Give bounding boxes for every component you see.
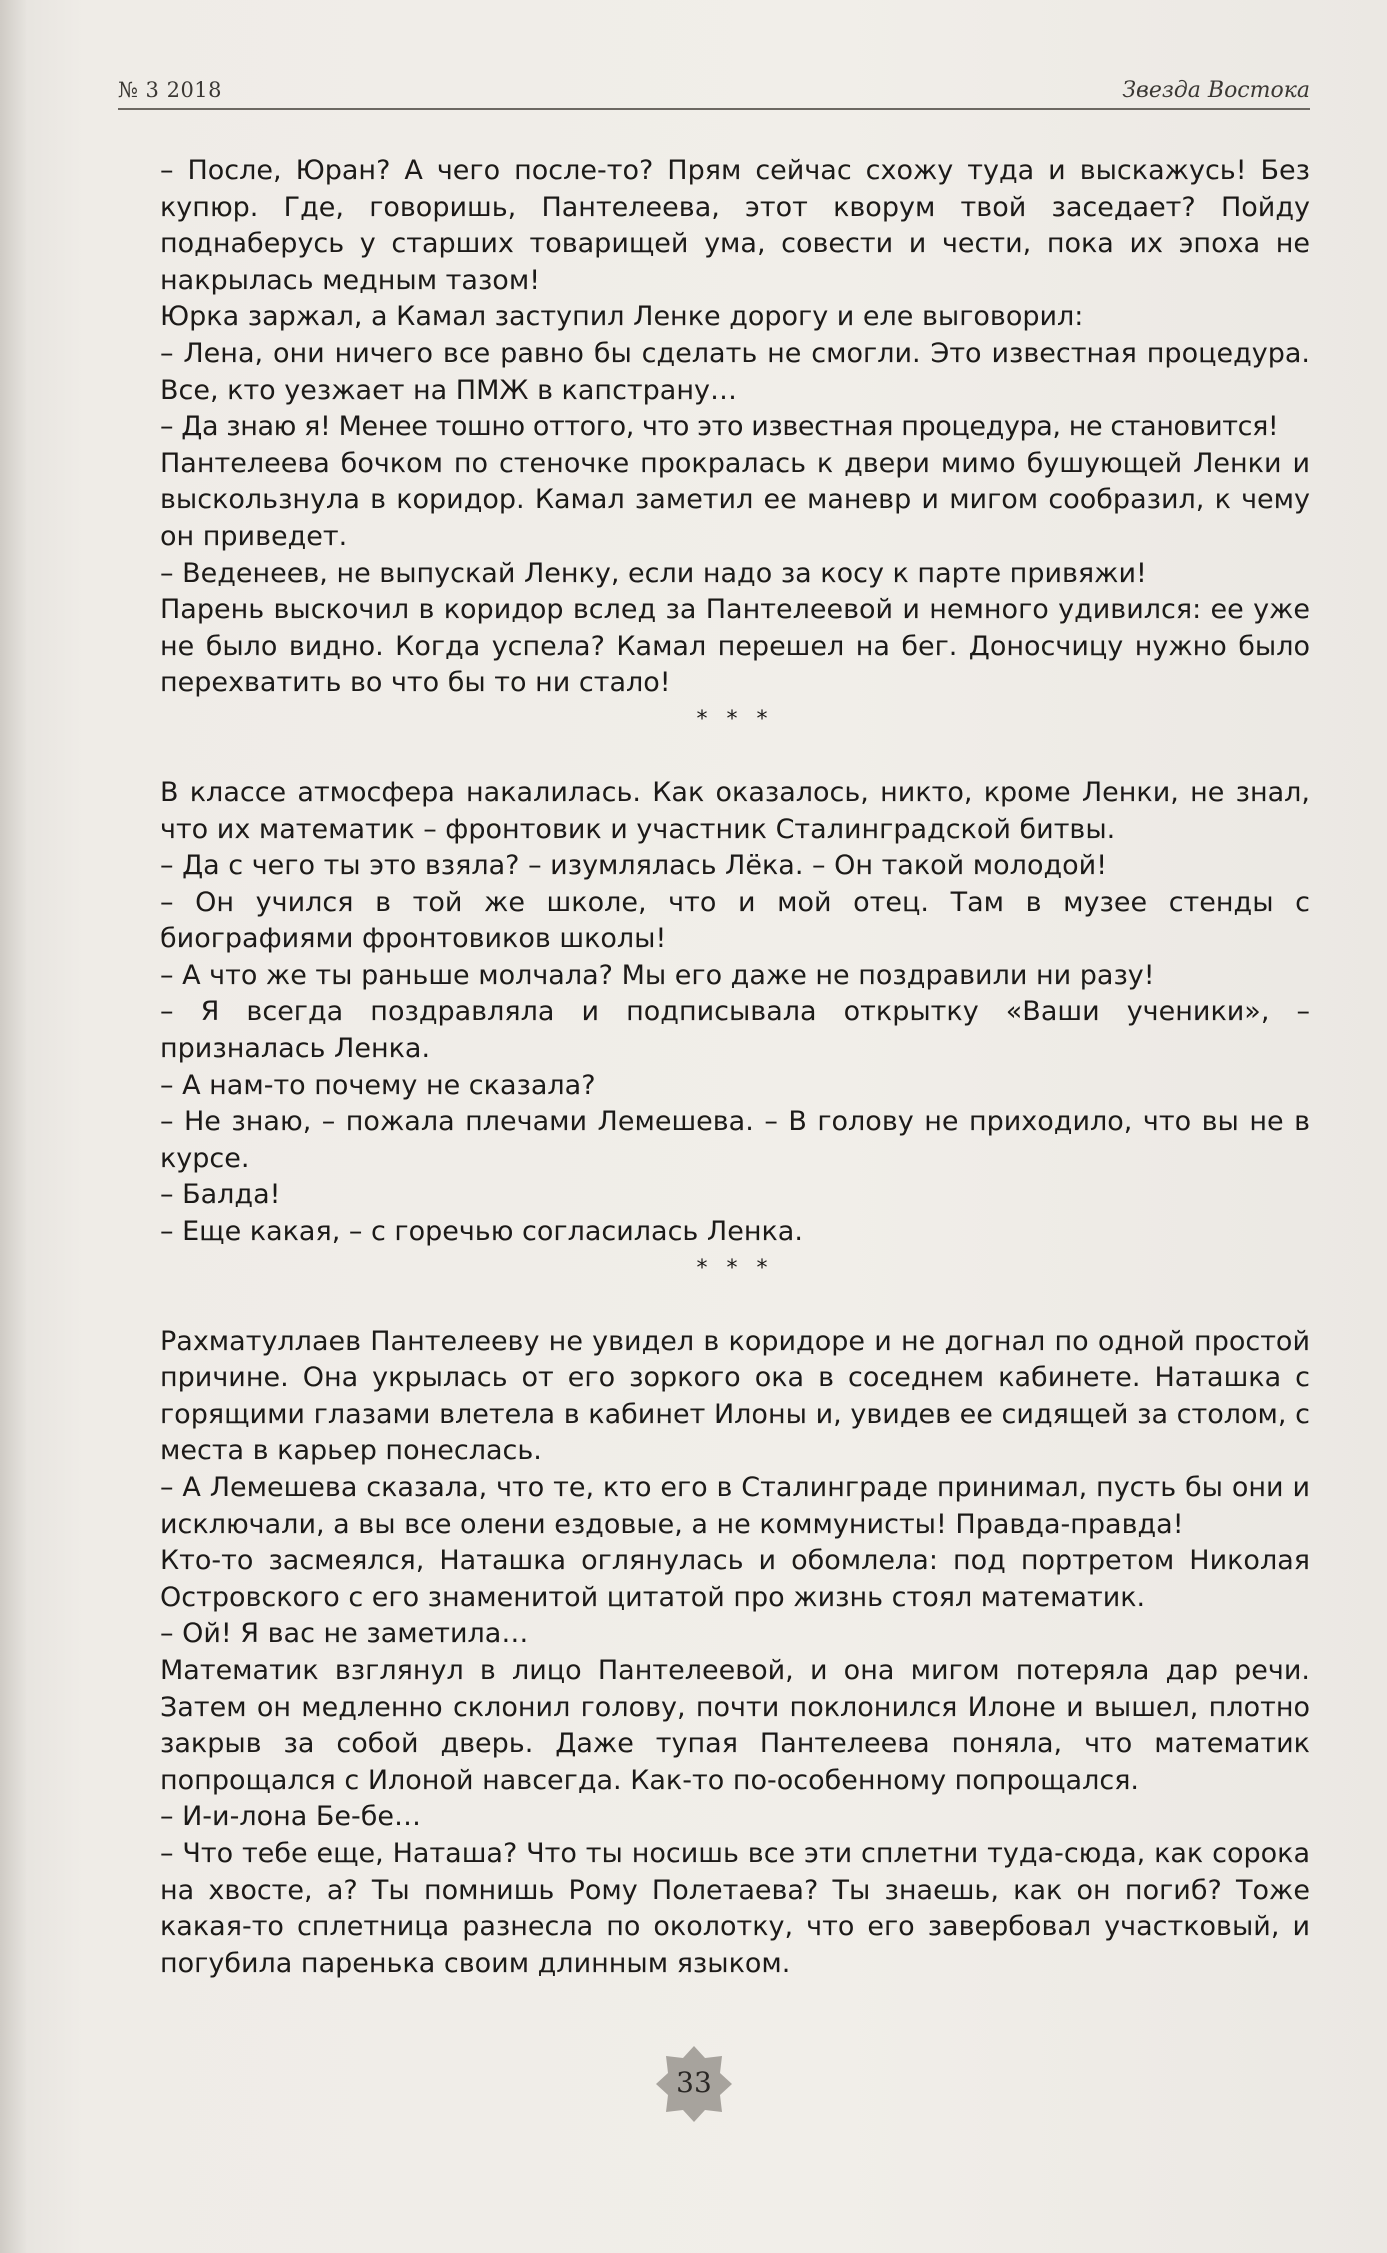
- paragraph: – После, Юран? А чего после-то? Прям сейчас схожу туда и выскажусь! Без купюр. Где, говоришь, Пантелеева, этот кворум твой заседает? Пойду поднаберусь у старших товарищей ума, совести и чести, пока их эпоха не накрылась медным тазом!: [160, 155, 1310, 296]
- paragraph: – А Лемешева сказала, что те, кто его в Сталинграде принимал, пусть бы они и исключали, а вы все олени ездовые, а не коммунисты! Правда-правда!: [160, 1472, 1310, 1540]
- paragraph: – Что тебе еще, Наташа? Что ты носишь все эти сплетни туда-сюда, как сорока на хвосте, а? Ты помнишь Рому Полетаева? Ты знаешь, как он погиб? Тоже какая-то сплетница разнесла по околотку, что его завербовал участковый, и погубила паренька своим длинным языком.: [160, 1837, 1310, 1979]
- paragraph: Пантелеева бочком по стеночке прокралась к двери мимо бушующей Ленки и выскользнула в коридор. Камал заметил ее маневр и мигом сообразил, к чему он приведет.: [160, 447, 1310, 552]
- paragraph: – Еще какая, – с горечью согласилась Ленка.: [160, 1216, 803, 1248]
- paragraph: – Да знаю я! Менее тошно оттого, что это известная процедура, не становится!: [160, 411, 1279, 443]
- paragraph: Кто-то засмеялся, Наташка оглянулась и обомлела: под портретом Николая Островского с его знаменитой цитатой про жизнь стоял математик.: [160, 1545, 1310, 1613]
- running-header: [118, 78, 1310, 112]
- paragraph: Парень выскочил в коридор вслед за Пантелеевой и немного удивился: ее уже не было видно. Когда успела? Камал перешел на бег. Доносчицу нужно было перехватить во что бы то ни стало!: [160, 594, 1310, 699]
- paragraph: – Веденеев, не выпускай Ленку, если надо за косу к парте привяжи!: [160, 557, 1147, 589]
- paragraph: – Не знаю, – пожала плечами Лемешева. – В голову не приходило, что вы не в курсе.: [160, 1106, 1310, 1174]
- page-number-badge: [654, 2044, 734, 2124]
- paragraph: – Я всегда поздравляла и подписывала открытку «Ваши ученики», – призналась Ленка.: [160, 996, 1310, 1065]
- paragraph: – Балда!: [160, 1179, 281, 1211]
- paragraph: – Он учился в той же школе, что и мой отец. Там в музее стенды с биографиями фронтовиков школы!: [160, 886, 1310, 955]
- paragraph: – Лена, они ничего все равно бы сделать не смогли. Это известная процедура. Все, кто уезжает на ПМЖ в капстрану…: [160, 337, 1310, 406]
- section-divider: * * *: [696, 706, 774, 732]
- page-number: 33: [676, 2066, 712, 2099]
- page-binding-shadow: [0, 0, 26, 2253]
- paragraph: В классе атмосфера накалилась. Как оказалось, никто, кроме Ленки, не знал, что их математик – фронтовик и участник Сталинградской битвы.: [160, 776, 1310, 845]
- paragraph: Математик взглянул в лицо Пантелеевой, и она мигом потеряла дар речи. Затем он медленно склонил голову, почти поклонился Илоне и вышел, плотно закрыв за собой дверь. Даже тупая Пантелеева поняла, что математик попрощался с Илоной навсегда. Как-то по-особенному попрощался.: [160, 1654, 1310, 1796]
- paragraph: Рахматуллаев Пантелееву не увидел в коридоре и не догнал по одной простой причине. Она укрылась от его зоркого ока в соседнем кабинете. Наташка с горящими глазами влетела в кабинет Илоны и, увидев ее сидящей за столом, с места в карьер понеслась.: [160, 1325, 1310, 1467]
- paragraph: – А нам-то почему не сказала?: [160, 1069, 596, 1101]
- body-text: [160, 153, 1310, 1982]
- section-divider: * * *: [696, 1255, 774, 1281]
- paragraph: – И-и-лона Бе-бе…: [160, 1801, 422, 1833]
- paragraph: – Ой! Я вас не заметила…: [160, 1618, 529, 1650]
- header-rule: [118, 108, 1310, 110]
- paragraph: – Да с чего ты это взяла? – изумлялась Лёка. – Он такой молодой!: [160, 850, 1108, 882]
- paragraph: – А что же ты раньше молчала? Мы его даже не поздравили ни разу!: [160, 959, 1155, 991]
- issue-label: № 3 2018: [118, 78, 223, 102]
- paragraph: Юрка заржал, а Камал заступил Ленке дорогу и еле выговорил:: [160, 301, 1084, 333]
- journal-title: Звезда Востока: [1122, 78, 1310, 103]
